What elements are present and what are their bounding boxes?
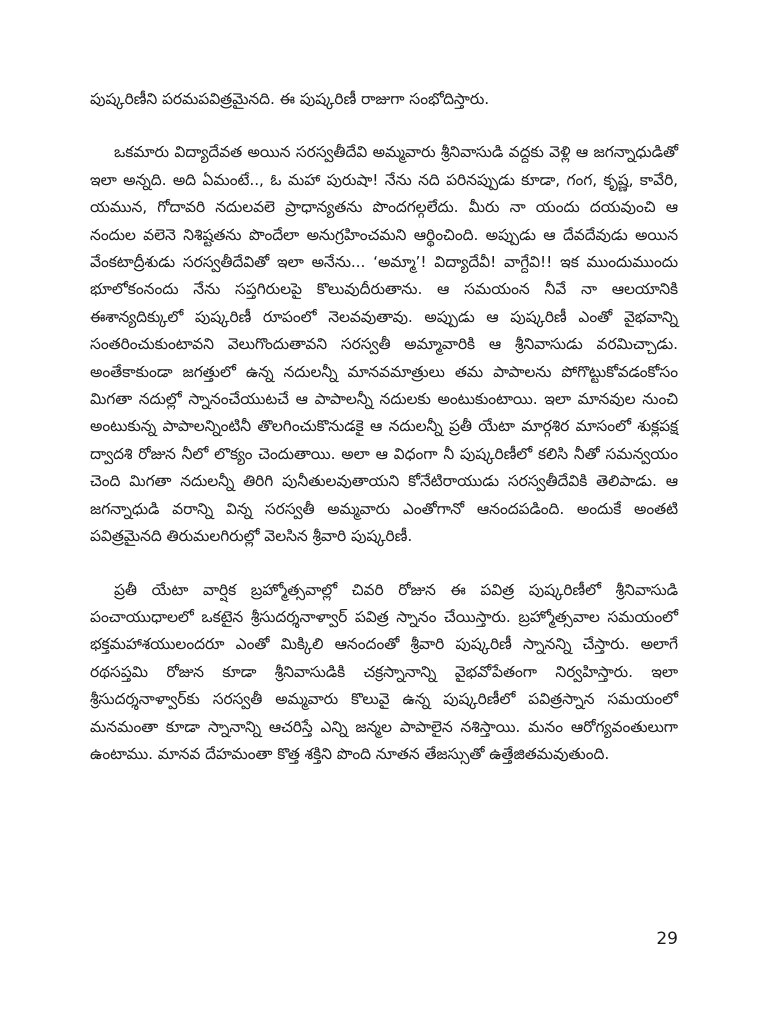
paragraph-continuation: పుష్కరిణీని పరమపవిత్రమైనది. ఈ పుష్కరిణీ రాజుగా సంభోదిస్తారు. bbox=[90, 90, 490, 108]
paragraph-saraswati-boon: ఒకమారు విద్యాదేవత అయిన సరస్వతీదేవి అమ్మవారు శ్రీనివాసుడి వద్దకు వెళ్లి ఆ జగన్నాధుడితో ఇలా అన్నది. అది ఏమంటే.., ఓ మహా పురుషా! నేను నది పరినప్పుడు కూడా, గంగ, కృష్ణ, కావేరి, యమున, గోదావరి నదులవలె ప్రాధాన్యతను పొందగల్గలేదు. మీరు నా యందు దయవుంచి ఆ నందుల వలెనె నిశిష్టతను పొందేలా అనుగ్రహించమని ఆర్థించింది. అప్పుడు ఆ దేవదేవుడు అయిన వేంకటాద్రీశుడు సరస్వతీదేవితో ఇలా అనేను... ‘అమ్మా’! విద్యాదేవీ! వాగ్దేవి!! ఇక ముందుముందు భూలోకంనందు నేను సప్తగిరులపై కొలువుదీరుతాను. ఆ సమయంన నీవే నా ఆలయానికి ఈశాన్యదిక్కులో పుష్కరిణీ రూపంలో నెలవవుతావు. అప్పుడు ఆ పుష్కరిణీ ఎంతో వైభవాన్ని సంతరించుకుంటావని వెలుగొందుతావని సరస్వతీ అమ్మావారికి ఆ శ్రీనివాసుడు వరమిచ్చాడు. అంతేకాకుండా జగత్తులో ఉన్న నదులన్నీ మానవమాత్రులు తమ పాపాలను పోగొట్టుకోవడంకోసం మిగతా నదుల్లో స్నానంచేయుటచే ఆ పాపాలన్నీ నదులకు అంటుకుంటాయి. ఇలా మానవుల నుంచి అంటుకున్న పాపాలన్నింటినీ తొలగించుకొనుడకై ఆ నదులన్నీ ప్రతీ యేటా మార్గశిర మాసంలో శుక్లపక్ష ద్వాదశి రోజున నీలో లొక్యం చెందుతాయి. అలా ఆ విధంగా నీ పుష్కరిణీలో కలిసి నీతో సమన్వయం చెంది మిగతా నదులన్నీ తిరిగి పునీతులవుతాయని కోనేటిరాయుడు సరస్వతీదేవికి తెలిపాడు. ఆ జగన్నాధుడి వరాన్ని విన్న సరస్వతీ అమ్మవారు ఎంతోగానో ఆనందపడింది. అందుకే అంతటి పవిత్రమైనది తిరుమలగిరుల్లో వెలసిన శ్రీవారి పుష్కరిణీ. bbox=[90, 143, 678, 546]
paragraph-brahmotsavam: ప్రతీ యేటా వార్షిక బ్రహ్మోత్సవాల్లో చివరి రోజున ఈ పవిత్ర పుష్కరిణీలో శ్రీనివాసుడి పంచాయుధాలలో ఒకటైన శ్రీసుదర్శనాళ్వార్ పవిత్ర స్నానం చేయిస్తారు. బ్రహ్మోత్సవాల సమయంలో భక్తమహాశయులందరూ ఎంతో మిక్కిలి ఆనందంతో శ్రీవారి పుష్కరిణీ స్నానన్ని చేస్తారు. అలాగే రథసప్తమి రోజున కూడా శ్రీనివాసుడికి చక్రస్నానాన్ని వైభవోపేతంగా నిర్వహిస్తారు. ఇలా శ్రీసుదర్శనాళ్వార్‌కు సరస్వతీ అమ్మవారు కొలువై ఉన్న పుష్కరిణీలో పవిత్రస్నాన సమయంలో మనమంతా కూడా స్నానాన్ని ఆచరిస్తే ఎన్ని జన్మల పాపాలైన నశిస్తాయి. మనం ఆరోగ్యవంతులుగా ఉంటాము. మానవ దేహమంతా కొత్త శక్తిని పొంది నూతన తేజస్సుతో ఉత్తేజితమవుతుంది. bbox=[90, 580, 678, 763]
body-text bbox=[90, 86, 678, 768]
page-number: 29 bbox=[656, 929, 678, 949]
